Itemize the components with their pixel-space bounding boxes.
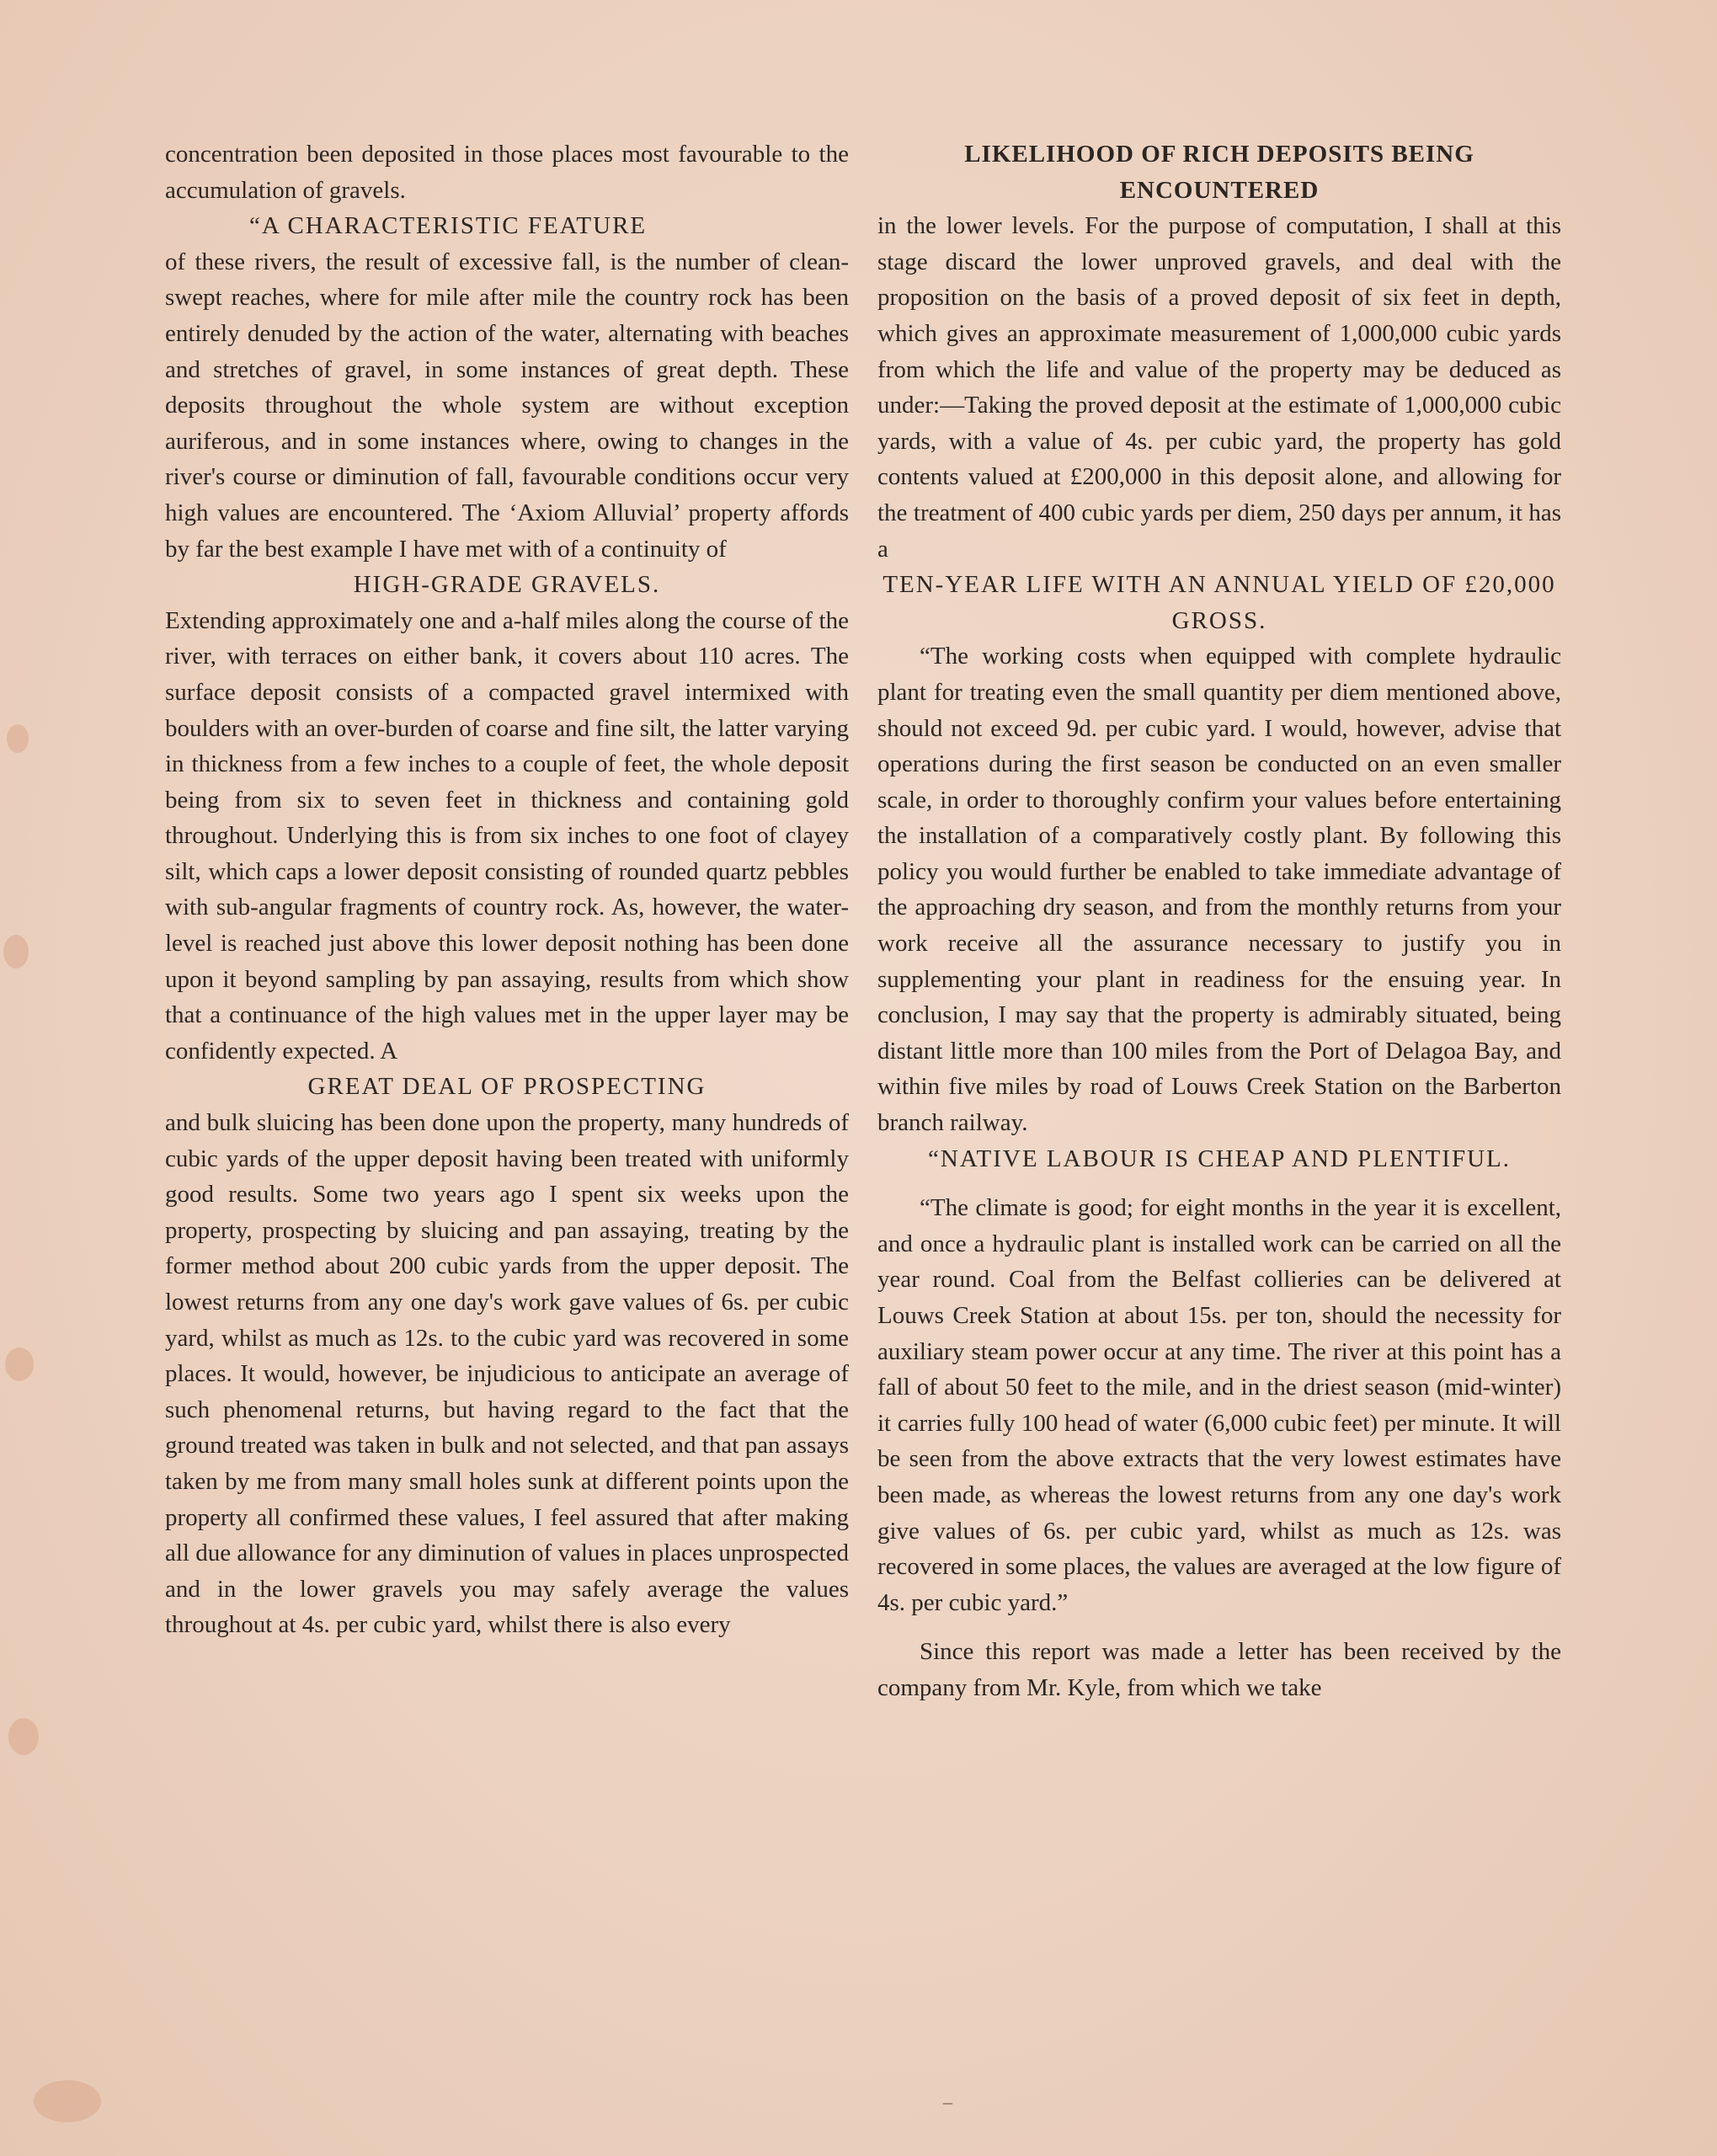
subheading: “NATIVE LABOUR IS CHEAP AND PLENTIFUL.	[928, 1145, 1511, 1172]
paper-stain	[34, 2080, 101, 2122]
subheading: “A CHARACTERISTIC FEATURE	[249, 212, 648, 240]
paragraph: and bulk sluicing has been done upon the property, many hundreds of cubic yards of the upper deposit having been treated with uniformly good results. Some two years ago I spent six weeks upon the property, prospecting by sluicing and pan assaying, treating by the former method about 200 cubic yards from the upper deposit. The lowest returns from any one day's work gave values of 6s. per cubic yard, whilst as much as 12s. to the cubic yard was recovered in some places. It would, however, be injudicious to anticipate an average of such phenomenal returns, but having regard to the fact that the ground treated was taken in bulk and not selected, and that pan assays taken by me from many small holes sunk at different points upon the property all confirmed these values, I feel assured that after making all due allowance for any diminution of values in places unprospected and in the lower gravels you may safely average the values throughout at 4s. per cubic yard, whilst there is also every	[165, 1109, 849, 1639]
subheading: GREAT DEAL OF PROSPECTING	[307, 1073, 707, 1101]
paragraph: “The climate is good; for eight months in the year it is excellent, and once a hydraulic plant is installed work can be carried on all the year round. Coal from the Belfast collieries can be delivered at Louws Creek Station at about 15s. per ton, should the necessity for auxiliary steam power occur at any time. The river at this point has a fall of about 50 feet to the mile, and in the driest season (mid-winter) it carries fully 100 head of water (6,000 cubic feet) per minute. It will be seen from the above extracts that the very lowest estimates have been made, as whereas the lowest returns from any one day's work give values of 6s. per cubic yard, whilst as much as 12s. was recovered in some places, the values are averaged at the low figure of 4s. per cubic yard.”	[877, 1194, 1561, 1616]
paragraph: “The working costs when equipped with complete hydraulic plant for treating even the small quantity per diem mentioned above, should not exceed 9d. per cubic yard. I would, however, advise that operations during the first season be conducted on an even smaller scale, in order to thoroughly confirm your values before entertaining the installation of a comparatively costly plant. By following this policy you would further be enabled to take immediate advantage of the approaching dry season, and from the monthly returns from your work receive all the assurance necessary to justify you in supplementing your plant in readiness for the ensuing year. In conclusion, I may say that the property is admirably situated, being distant little more than 100 miles from the Port of Delagoa Bay, and within five miles by road of Louws Creek Station on the Barberton branch railway.	[877, 643, 1561, 1137]
paragraph: in the lower levels. For the purpose of computation, I shall at this stage discard the lower unproved gravels, and deal with the proposition on the basis of a proved deposit of six feet in depth, which gives an approximate measurement of 1,000,000 cubic yards from which the life and value of the property may be deduced as under:—Taking the proved deposit at the estimate of 1,000,000 cubic yards, with a value of 4s. per cubic yard, the property has gold contents valued at £200,000 in this deposit alone, and allowing for the treatment of 400 cubic yards per diem, 250 days per annum, it has a	[877, 212, 1561, 563]
paper-stain	[3, 935, 29, 969]
subheading: LIKELIHOOD OF RICH DEPOSITS BEING ENCOUNTERED	[964, 141, 1474, 204]
paragraph: Extending approximately one and a-half miles along the course of the river, with terraces on either bank, it covers about 110 acres. The surface deposit consists of a compacted gravel intermixed with boulders with an over-burden of coarse and fine silt, the latter varying in thickness from a few inches to a couple of feet, the whole deposit being from six to seven feet in thickness and containing gold throughout. Underlying this is from six inches to one foot of clayey silt, which caps a lower deposit consisting of rounded quartz pebbles with sub-angular fragments of country rock. As, however, the water-level is reached just above this lower deposit nothing has been done upon it beyond sampling by pan assaying, results from which show that a continuance of the high values met in the upper layer may be confidently expected. A	[165, 606, 849, 1065]
subheading: TEN-YEAR LIFE WITH AN ANNUAL YIELD OF £20,000 GROSS.	[882, 571, 1556, 634]
paragraph: Since this report was made a letter has been received by the company from Mr. Kyle, from which we take	[877, 1638, 1561, 1701]
paper-stain	[7, 724, 29, 753]
page-mark: –	[943, 2091, 952, 2112]
subheading: HIGH-GRADE GRAVELS.	[353, 571, 661, 599]
paper-stain	[5, 1348, 34, 1381]
paragraph: of these rivers, the result of excessive fall, is the number of clean-swept reaches, where for mile after mile the country rock has been entirely denuded by the action of the water, alternating with beaches and stretches of gravel, in some instances of great depth. These deposits throughout the whole system are without exception auriferous, and in some instances where, owing to changes in the river's course or diminution of fall, favourable conditions occur very high values are encountered. The ‘Axiom Alluvial’ property affords by far the best example I have met with of a continuity of	[165, 248, 849, 563]
left-column	[165, 136, 849, 1643]
right-column	[877, 136, 1561, 1706]
paper-stain	[8, 1718, 39, 1755]
paragraph: concentration been deposited in those places most favourable to the accumulation of gravels.	[165, 141, 849, 204]
